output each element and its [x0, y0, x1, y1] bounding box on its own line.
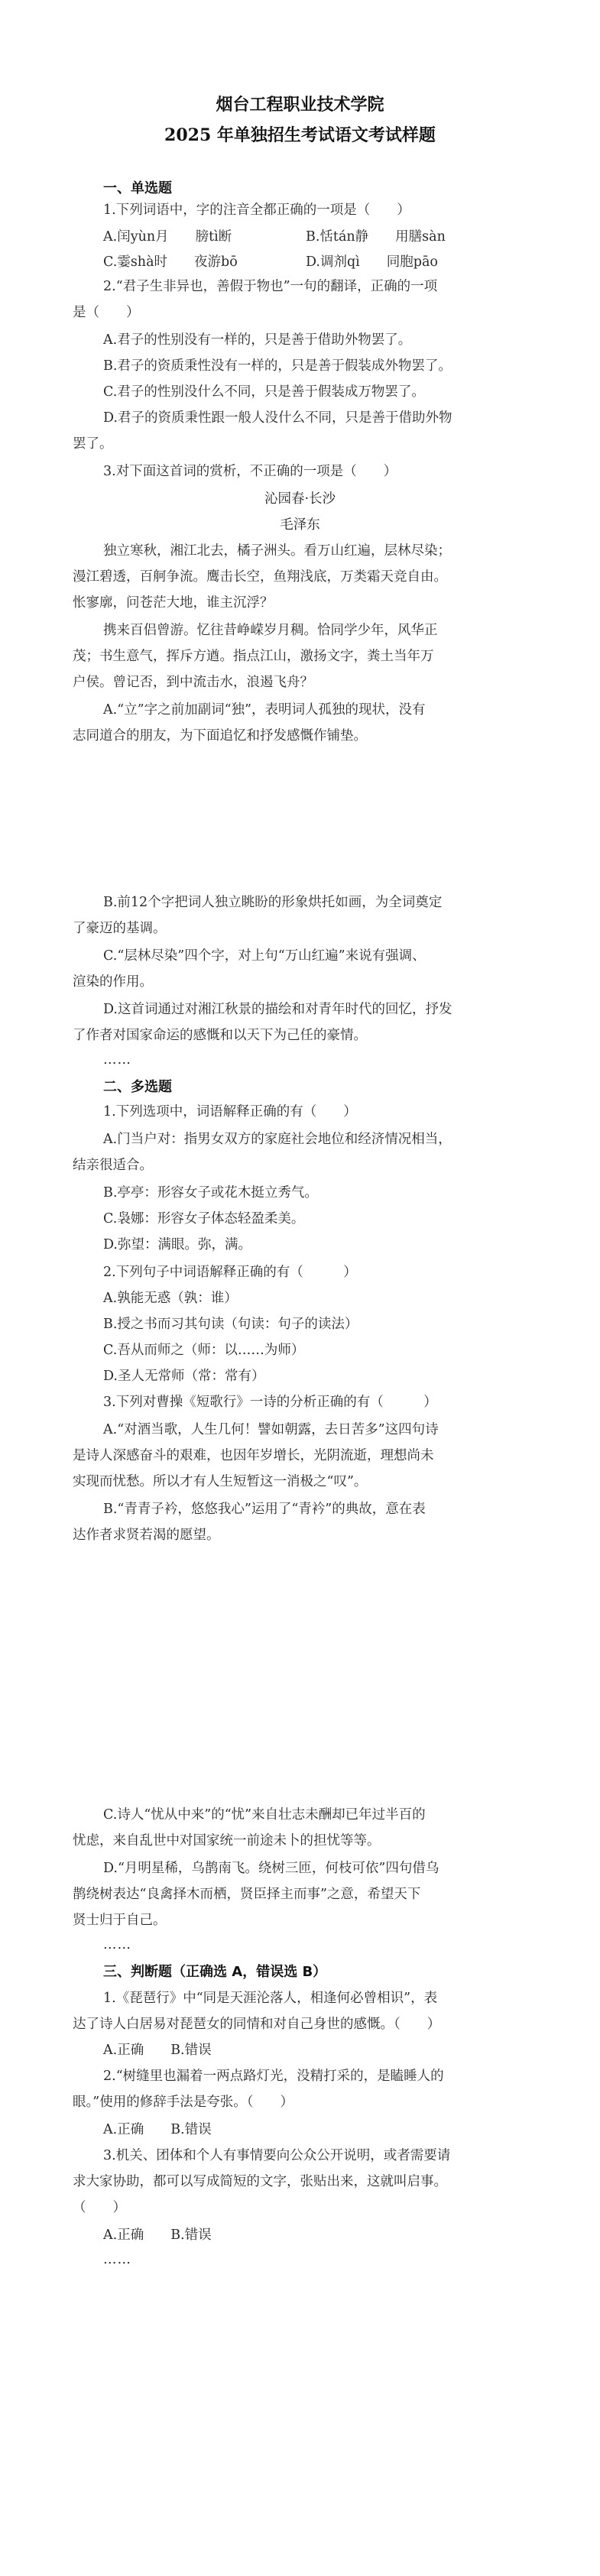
- option-d-cont: 贤士归于自己。: [73, 1913, 167, 1928]
- question-stem-cont: 是（ ）: [73, 305, 140, 320]
- question-stem: 3.对下面这首词的赏析，不正确的一项是（ ）: [103, 464, 397, 479]
- option-d: D.这首词通过对湘江秋景的描绘和对青年时代的回忆，抒发: [103, 1002, 452, 1017]
- option-d-cont: 鹊绕树表达“良禽择木而栖，贤臣择主而事”之意，希望天下: [73, 1887, 421, 1902]
- option-d: D.调剂qì 同胞pāo: [306, 254, 438, 270]
- option-d: D.圣人无常师（常：常有）: [103, 1369, 265, 1384]
- ellipsis: ……: [103, 1052, 131, 1068]
- question-stem-cont: （ ）: [73, 2200, 126, 2215]
- true-false-options: A.正确 B.错误: [103, 2122, 212, 2137]
- option-a-cont: 是诗人深感奋斗的艰难，也因年岁增长，光阴流逝，理想尚未: [73, 1448, 434, 1463]
- poem-line: 户侯。曾记否，到中流击水，浪遏飞舟？: [73, 675, 313, 690]
- poem-line: 茂；书生意气，挥斥方遒。指点江山，激扬文字，粪土当年万: [73, 649, 434, 664]
- option-c: C.霎shà时 夜游bō: [103, 254, 238, 270]
- option-a: A.“立”字之前加副词“独”，表明词人孤独的现状，没有: [103, 702, 426, 718]
- question-stem: 1.下列选项中，词语解释正确的有（ ）: [103, 1104, 357, 1120]
- option-a-cont: 志同道合的朋友，为下面追忆和抒发感慨作铺垫。: [73, 728, 367, 744]
- option-c: C.袅娜：形容女子体态轻盈柔美。: [103, 1211, 305, 1226]
- option-b-cont: 了豪迈的基调。: [73, 921, 167, 936]
- option-a-cont: 结亲很适合。: [73, 1158, 153, 1173]
- question-stem: 1.下列词语中，字的注音全都正确的一项是（ ）: [103, 203, 410, 218]
- option-a: A.闰yùn月 膀tì断: [103, 229, 232, 245]
- ellipsis: ……: [103, 2252, 131, 2267]
- question-stem: 2.下列句子中词语解释正确的有（ ）: [103, 1265, 357, 1280]
- option-c-cont: 渲染的作用。: [73, 974, 153, 990]
- option-a: A.孰能无惑（孰：谁）: [103, 1291, 238, 1306]
- ellipsis: ……: [103, 1937, 131, 1952]
- option-c: C.君子的性别没什么不同，只是善于假装成万物罢了。: [103, 384, 425, 400]
- poem-line: 独立寒秋，湘江北去，橘子洲头。看万山红遍，层林尽染；: [103, 543, 451, 559]
- option-d: D.弥望：满眼。弥，满。: [103, 1237, 251, 1252]
- option-a-cont: 实现而忧愁。所以才有人生短暂这一消极之“叹”。: [73, 1474, 368, 1489]
- option-d-cont: 罢了。: [73, 436, 113, 452]
- option-a: A.君子的性别没有一样的，只是善于借助外物罢了。: [103, 332, 412, 348]
- question-stem-cont: 达了诗人白居易对琵琶女的同情和对自己身世的感慨。（ ）: [73, 2017, 441, 2032]
- option-b: B.授之书而习其句读（句读：句子的读法）: [103, 1317, 358, 1332]
- question-stem: 1.《琵琶行》中“同是天涯沦落人，相逢何必曾相识”，表: [103, 1991, 438, 2006]
- poem-title: 沁园春·长沙: [264, 491, 336, 507]
- option-a: A.“对酒当歌，人生几何！譬如朝露，去日苦多”这四句诗: [103, 1422, 439, 1437]
- poem-author: 毛泽东: [280, 517, 320, 533]
- poem-line: 漫江碧透，百舸争流。鹰击长空，鱼翔浅底，万类霜天竞自由。: [73, 569, 447, 585]
- option-d: D.君子的资质秉性跟一般人没什么不同，只是善于借助外物: [103, 410, 452, 426]
- exam-title: 2025 年单独招生考试语文考试样题: [164, 125, 436, 145]
- question-stem-cont: 求大家协助，都可以写成简短的文字，张贴出来，这就叫启事。: [73, 2174, 447, 2189]
- poem-line: 怅寥廓，问苍茫大地，谁主沉浮？: [73, 595, 274, 611]
- section-title-multiple-choice: 二、多选题: [103, 1079, 172, 1095]
- option-b: B.“青青子衿，悠悠我心”运用了“青衿”的典故，意在表: [103, 1502, 426, 1517]
- school-title: 烟台工程职业技术学院: [216, 95, 384, 115]
- section-title-single-choice: 一、单选题: [103, 180, 172, 196]
- question-stem: 2.“君子生非异也，善假于物也”一句的翻译，正确的一项: [103, 279, 438, 294]
- question-stem: 3.下列对曹操《短歌行》一诗的分析正确的有（ ）: [103, 1395, 437, 1410]
- option-c: C.吾从而师之（师：以……为师）: [103, 1343, 305, 1358]
- question-stem: 2.“树缝里也漏着一两点路灯光，没精打采的，是瞌睡人的: [103, 2069, 444, 2084]
- option-c: C.“层林尽染”四个字，对上句“万山红遍”来说有强调、: [103, 948, 426, 964]
- option-c: C.诗人“忧从中来”的“忧”来自壮志未酬却已年过半百的: [103, 1807, 426, 1823]
- option-b: B.亭亭：形容女子或花木挺立秀气。: [103, 1185, 318, 1201]
- question-stem-cont: 眼。”使用的修辞手法是夸张。（ ）: [73, 2095, 294, 2110]
- option-a: A.门当户对：指男女双方的家庭社会地位和经济情况相当，: [103, 1132, 452, 1147]
- poem-line: 携来百侣曾游。忆往昔峥嵘岁月稠。恰同学少年，风华正: [103, 623, 438, 638]
- option-d-cont: 了作者对国家命运的感慨和以天下为己任的豪情。: [73, 1028, 367, 1043]
- option-b: B.君子的资质秉性没有一样的，只是善于假装成外物罢了。: [103, 358, 452, 374]
- option-c-cont: 忧虑，来自乱世中对国家统一前途未卜的担忧等等。: [73, 1833, 381, 1849]
- option-b: B.前12个字把词人独立眺盼的形象烘托如画，为全词奠定: [103, 895, 443, 910]
- true-false-options: A.正确 B.错误: [103, 2043, 212, 2058]
- section-title-true-false: 三、判断题（正确选 A，错误选 B）: [103, 1964, 327, 1980]
- true-false-options: A.正确 B.错误: [103, 2228, 212, 2243]
- option-b-cont: 达作者求贤若渴的愿望。: [73, 1528, 220, 1543]
- option-b: B.恬tán静 用膳sàn: [306, 229, 446, 245]
- question-stem: 3.机关、团体和个人有事情要向公众公开说明，或者需要请: [103, 2148, 451, 2163]
- option-d: D.“月明星稀，乌鹊南飞。绕树三匝，何枝可依”四句借乌: [103, 1861, 439, 1876]
